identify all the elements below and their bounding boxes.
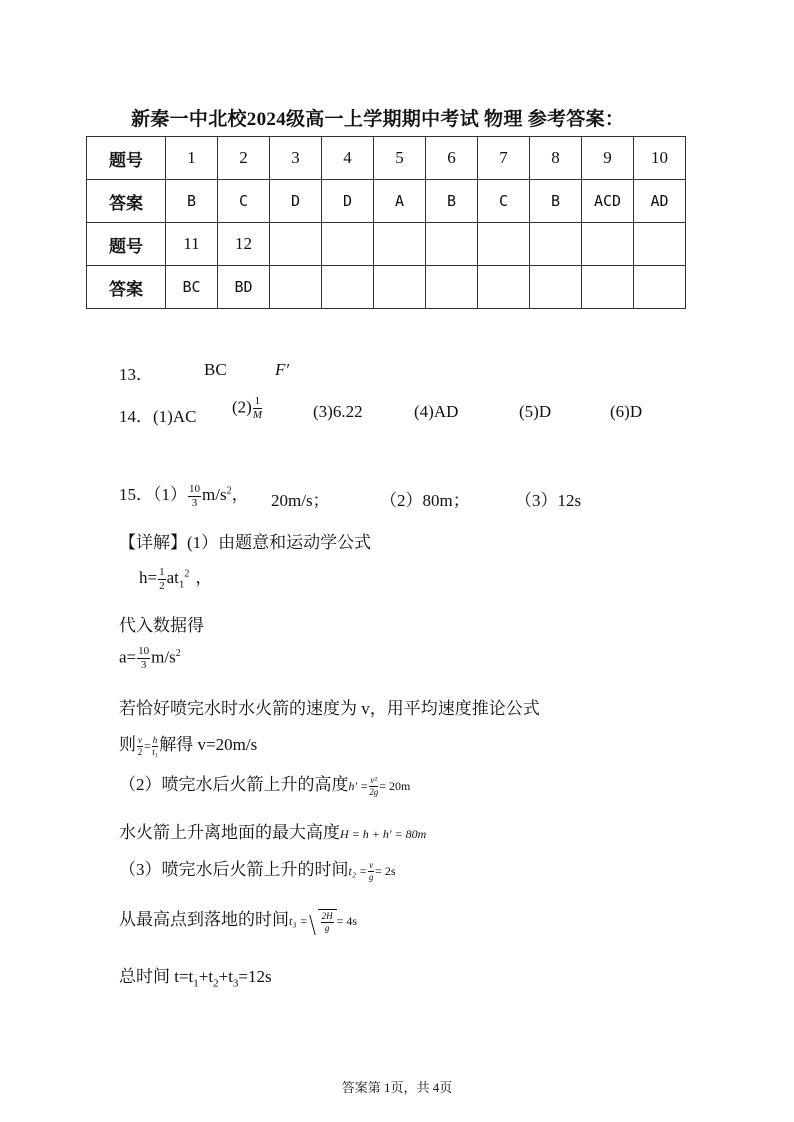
table-cell [582, 266, 634, 309]
formula-equals: = [144, 739, 151, 753]
formula-variable: t₃ = [289, 914, 308, 928]
formula-variable: t₂ = [348, 864, 368, 878]
fraction-numerator: v [369, 859, 374, 870]
formula-fraction [369, 776, 378, 797]
formula-subscript: 2 [213, 977, 219, 990]
detail-heading: 【详解】(1）由题意和运动学公式 [119, 533, 372, 552]
formula-body: at [166, 568, 179, 587]
page-title: 新秦一中北校2024级高一上学期期中考试 物理 参考答案： [131, 109, 625, 130]
fraction-numerator: 1 [159, 565, 165, 578]
q13-number: 13． [119, 365, 153, 384]
q14-part-3: (3)6.22 [313, 402, 363, 421]
formula-fraction [137, 646, 150, 671]
table-cell: D [270, 180, 322, 223]
formula-prefix: 水火箭上升离地面的最大高度 [119, 823, 340, 842]
q13-answer-1: BC [204, 360, 227, 379]
formula-subscript: 1 [178, 578, 185, 591]
table-row [87, 180, 686, 223]
detail-height [119, 770, 410, 797]
table-cell: C [218, 180, 270, 223]
table-cell: 11 [166, 223, 218, 266]
table-cell [530, 266, 582, 309]
table-cell [478, 223, 530, 266]
q15-unit: m/s [202, 485, 227, 504]
formula-prefix: 总时间 t=t [119, 967, 194, 986]
table-cell: 8 [530, 137, 582, 180]
q15-velocity: 20m/s； [271, 491, 330, 510]
formula-fraction [368, 861, 374, 882]
fraction-numerator: 10 [138, 645, 150, 657]
formula-comma: ， [195, 568, 213, 587]
fraction-numerator: v² [370, 774, 378, 785]
fraction-denominator: 2 [137, 746, 143, 757]
table-cell [582, 223, 634, 266]
table-cell: BD [218, 266, 270, 309]
fraction-numerator: v [138, 734, 142, 745]
fraction-denominator: g [324, 922, 330, 933]
formula-unit: m/s [151, 647, 176, 667]
formula-fraction [137, 736, 143, 757]
q15-part-2: （2）80m； [380, 491, 470, 510]
table-cell: 6 [426, 137, 478, 180]
fraction-denominator: 2 [159, 579, 165, 592]
table-cell [270, 223, 322, 266]
formula-result: 解得 v=20m/s [159, 735, 258, 754]
page-footer: 答案第 1页，共 4页 [341, 1080, 453, 1095]
table-cell: B [530, 180, 582, 223]
formula-prefix: 则 [119, 735, 136, 754]
fraction-denominator: g [368, 871, 374, 882]
q15-answer-line [119, 480, 249, 509]
fraction-numerator: 10 [189, 482, 200, 495]
formula-prefix: h= [139, 568, 158, 587]
table-cell: 12 [218, 223, 270, 266]
table-cell: B [426, 180, 478, 223]
table-cell: BC [166, 266, 218, 309]
table-row [87, 223, 686, 266]
detail-velocity-intro: 若恰好喷完水时水火箭的速度为 v，用平均速度推论公式 [119, 699, 540, 718]
table-cell: 5 [374, 137, 426, 180]
detail-formula-h [139, 563, 212, 592]
detail-substitute: 代入数据得 [119, 616, 204, 635]
table-cell: 2 [218, 137, 270, 180]
q14-part-5: (5)D [519, 402, 552, 421]
formula-result: = 4s [336, 914, 358, 928]
q14-fraction [253, 396, 262, 421]
table-row-header: 题号 [87, 223, 166, 266]
formula-result: =12s [238, 967, 272, 986]
formula-result: = 20m [379, 779, 411, 793]
formula-variable: h′ = [348, 779, 369, 793]
q14-part-4: (4)AD [414, 402, 459, 421]
answer-table [86, 136, 686, 309]
q14-part-2 [232, 396, 263, 421]
square-root [308, 909, 337, 933]
fraction-denominator: t₁ [152, 746, 158, 757]
detail-total-time [119, 962, 272, 990]
formula-fraction [321, 912, 334, 933]
table-cell: 10 [634, 137, 686, 180]
q14-part-6: (6)D [610, 402, 643, 421]
table-cell: 3 [270, 137, 322, 180]
table-cell [426, 266, 478, 309]
table-cell: D [322, 180, 374, 223]
table-cell [530, 223, 582, 266]
table-cell [322, 223, 374, 266]
table-row [87, 137, 686, 180]
table-cell [634, 223, 686, 266]
formula-plus: +t [198, 967, 214, 986]
fraction-numerator: h [152, 734, 158, 745]
table-row-header: 答案 [87, 180, 166, 223]
formula-result: = 2s [375, 864, 396, 878]
table-cell: 1 [166, 137, 218, 180]
detail-rise-time [119, 855, 396, 882]
q15-unit-exponent: 2 [226, 485, 232, 497]
table-cell: 9 [582, 137, 634, 180]
formula-prefix: a= [119, 647, 137, 667]
table-row [87, 266, 686, 309]
detail-max-height [119, 818, 426, 843]
detail-formula-a [119, 646, 181, 671]
table-cell: C [478, 180, 530, 223]
q14-part-1: 14．(1)AC [119, 407, 197, 426]
fraction-denominator: 3 [140, 659, 147, 671]
table-cell: A [374, 180, 426, 223]
table-cell [270, 266, 322, 309]
formula-subscript: 3 [232, 977, 239, 990]
fraction-denominator: M [252, 409, 262, 421]
table-cell: AD [634, 180, 686, 223]
detail-fall-time [119, 905, 357, 933]
table-cell [322, 266, 374, 309]
table-cell [374, 266, 426, 309]
table-cell: 4 [322, 137, 374, 180]
table-cell: B [166, 180, 218, 223]
formula-subscript: 1 [193, 977, 199, 990]
formula-fraction [152, 736, 159, 757]
q15-number: 15．（1） [119, 485, 187, 504]
q15-comma: ， [231, 485, 249, 504]
formula-prefix: （2）喷完水后火箭上升的高度 [119, 775, 349, 794]
fraction-numerator: 2H [321, 910, 333, 921]
q14-part-2-label: (2) [232, 397, 252, 417]
formula-superscript: 2 [184, 568, 190, 580]
fraction-denominator: 3 [191, 496, 198, 509]
detail-formula-v [119, 730, 257, 757]
table-row-header: 答案 [87, 266, 166, 309]
table-cell [374, 223, 426, 266]
table-cell: ACD [582, 180, 634, 223]
formula-prefix: 从最高点到落地的时间 [119, 910, 289, 929]
table-row-header: 题号 [87, 137, 166, 180]
formula-superscript: 2 [175, 647, 181, 659]
table-cell [478, 266, 530, 309]
formula-fraction [158, 567, 166, 592]
formula-body: H = h + h′ = 80m [340, 827, 427, 841]
table-cell [634, 266, 686, 309]
q15-fraction [188, 484, 201, 509]
q15-part-3: （3）12s [515, 491, 582, 510]
table-cell: 7 [478, 137, 530, 180]
table-cell [426, 223, 478, 266]
formula-prefix: （3）喷完水后火箭上升的时间 [119, 860, 349, 879]
q13-answer-2: F′ [275, 360, 290, 379]
formula-plus: +t [218, 967, 233, 986]
fraction-denominator: 2g [369, 786, 379, 797]
fraction-numerator: 1 [254, 395, 261, 407]
